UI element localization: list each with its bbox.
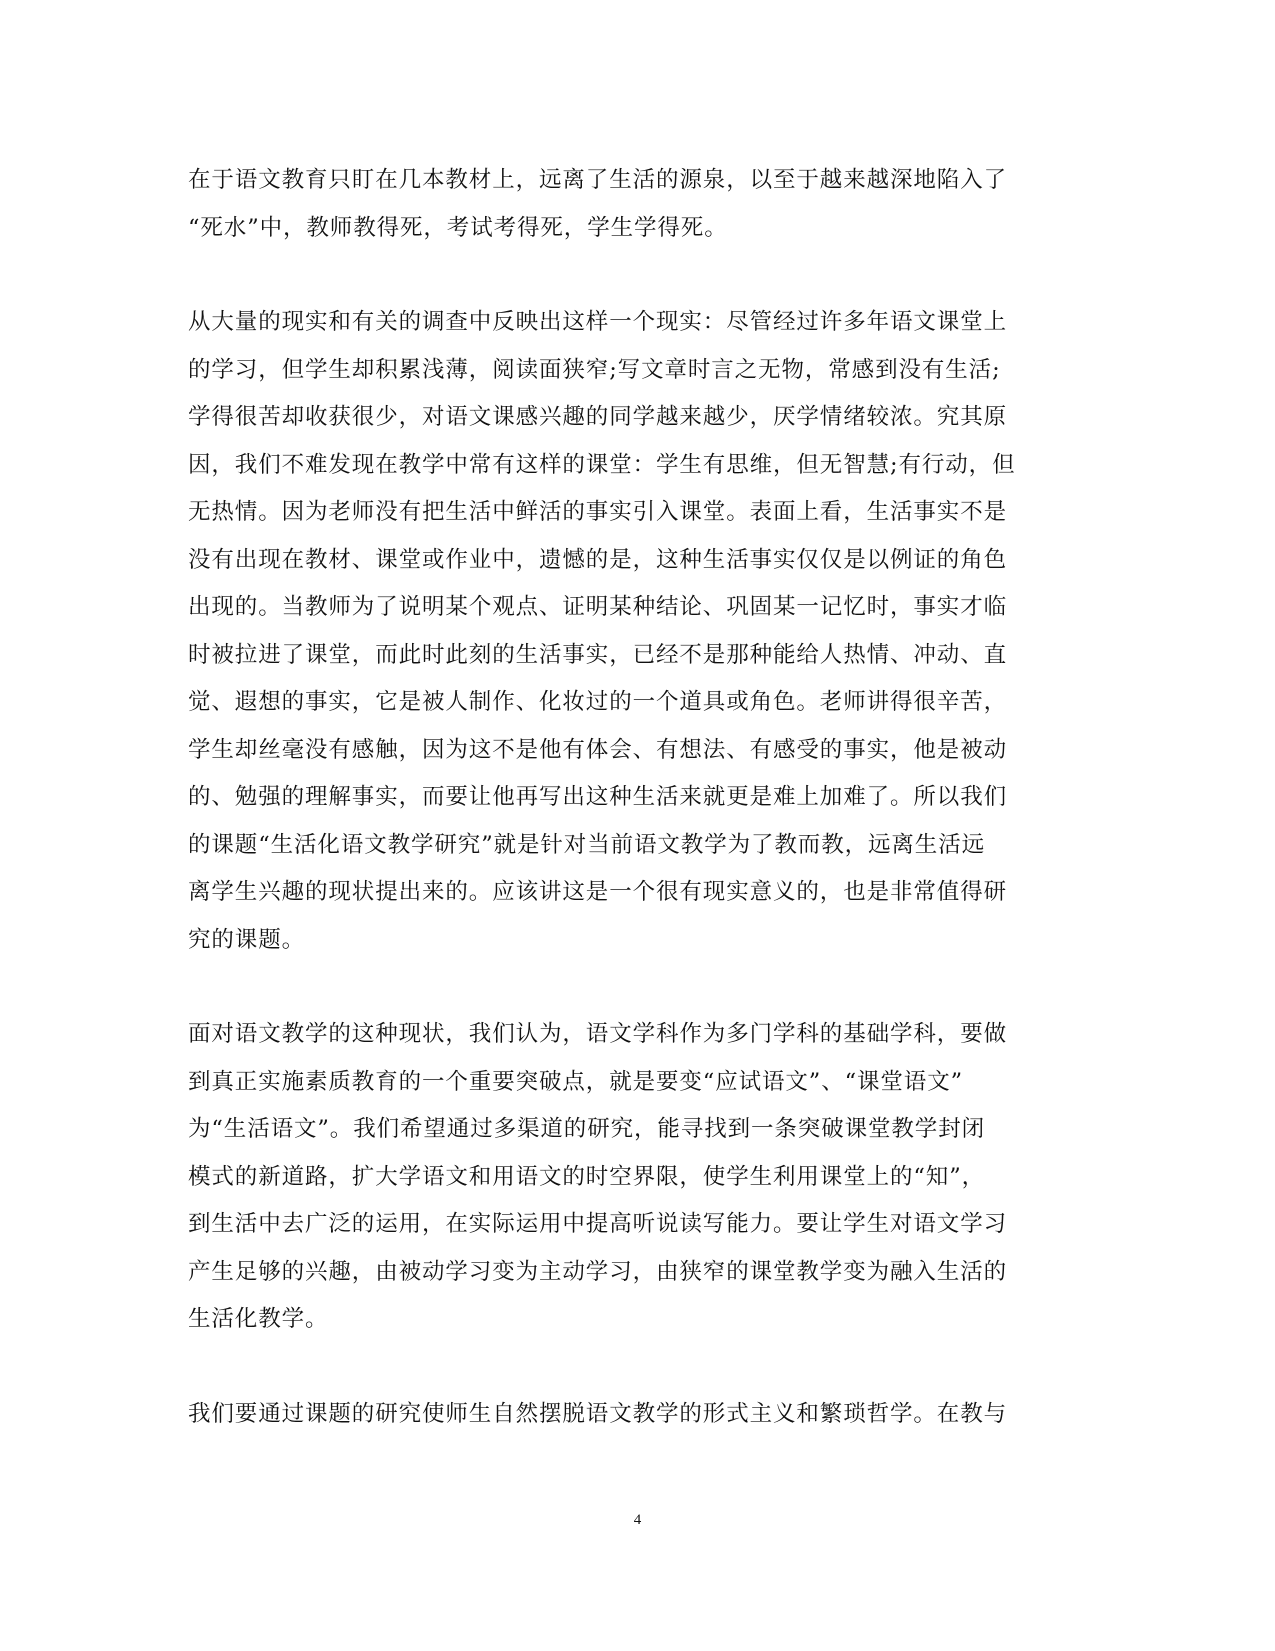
text-line: 出现的。当教师为了说明某个观点、证明某种结论、巩固某一记忆时，事实才临 [188, 594, 1008, 620]
paragraph [188, 1391, 1074, 1439]
text-line: 生活化教学。 [188, 1306, 329, 1332]
text-line: 的课题“生活化语文教学研究”就是针对当前语文教学为了教而教，远离生活远 [188, 831, 986, 858]
text-line: 学生却丝毫没有感触，因为这不是他有体会、有想法、有感受的事实，他是被动 [188, 736, 1008, 763]
paragraph [188, 157, 1074, 252]
paragraph [188, 299, 1074, 964]
text-line: 因，我们不难发现在教学中常有这样的课堂：学生有思维，但无智慧;有行动，但 [188, 451, 1016, 478]
text-line: “死水”中，教师教得死，考试考得死，学生学得死。 [188, 214, 728, 241]
text-line: 觉、遐想的事实，它是被人制作、化妆过的一个道具或角色。老师讲得很辛苦， [188, 689, 1008, 715]
text-line: 离学生兴趣的现状提出来的。应该讲这是一个很有现实意义的，也是非常值得研 [188, 879, 1008, 905]
text-line: 面对语文教学的这种现状，我们认为，语文学科作为多门学科的基础学科，要做 [188, 1021, 1008, 1047]
text-line: 究的课题。 [188, 926, 306, 953]
text-line: 到真正实施素质教育的一个重要突破点，就是要变“应试语文”、“课堂语文” [188, 1068, 964, 1095]
text-line: 的、勉强的理解事实，而要让他再写出这种生活来就更是难上加难了。所以我们 [188, 784, 1008, 810]
text-line: 无热情。因为老师没有把生活中鲜活的事实引入课堂。表面上看，生活事实不是 [188, 499, 1008, 525]
text-line: 到生活中去广泛的运用，在实际运用中提高听说读写能力。要让学生对语文学习 [188, 1211, 1008, 1237]
text-line: 我们要通过课题的研究使师生自然摆脱语文教学的形式主义和繁琐哲学。在教与 [188, 1400, 1008, 1427]
text-line: 模式的新道路，扩大学语文和用语文的时空界限，使学生利用课堂上的“知”， [188, 1163, 986, 1190]
text-line: 时被拉进了课堂，而此时此刻的生活事实，已经不是那种能给人热情、冲动、直 [188, 641, 1008, 668]
body-text [188, 157, 1074, 1485]
text-line: 的学习，但学生却积累浅薄，阅读面狭窄;写文章时言之无物，常感到没有生活; [188, 356, 1001, 383]
page-number: 4 [633, 1512, 642, 1528]
text-line: 从大量的现实和有关的调查中反映出这样一个现实：尽管经过许多年语文课堂上 [188, 309, 1008, 335]
paragraph [188, 1011, 1074, 1344]
text-line: 为“生活语文”。我们希望通过多渠道的研究，能寻找到一条突破课堂教学封闭 [188, 1116, 986, 1142]
text-line: 学得很苦却收获很少，对语文课感兴趣的同学越来越少，厌学情绪较浓。究其原 [188, 404, 1008, 430]
text-line: 没有出现在教材、课堂或作业中，遗憾的是，这种生活事实仅仅是以例证的角色 [188, 546, 1008, 573]
text-line: 产生足够的兴趣，由被动学习变为主动学习，由狭窄的课堂教学变为融入生活的 [188, 1258, 1008, 1285]
text-line: 在于语文教育只盯在几本教材上，远离了生活的源泉，以至于越来越深地陷入了 [188, 167, 1008, 193]
